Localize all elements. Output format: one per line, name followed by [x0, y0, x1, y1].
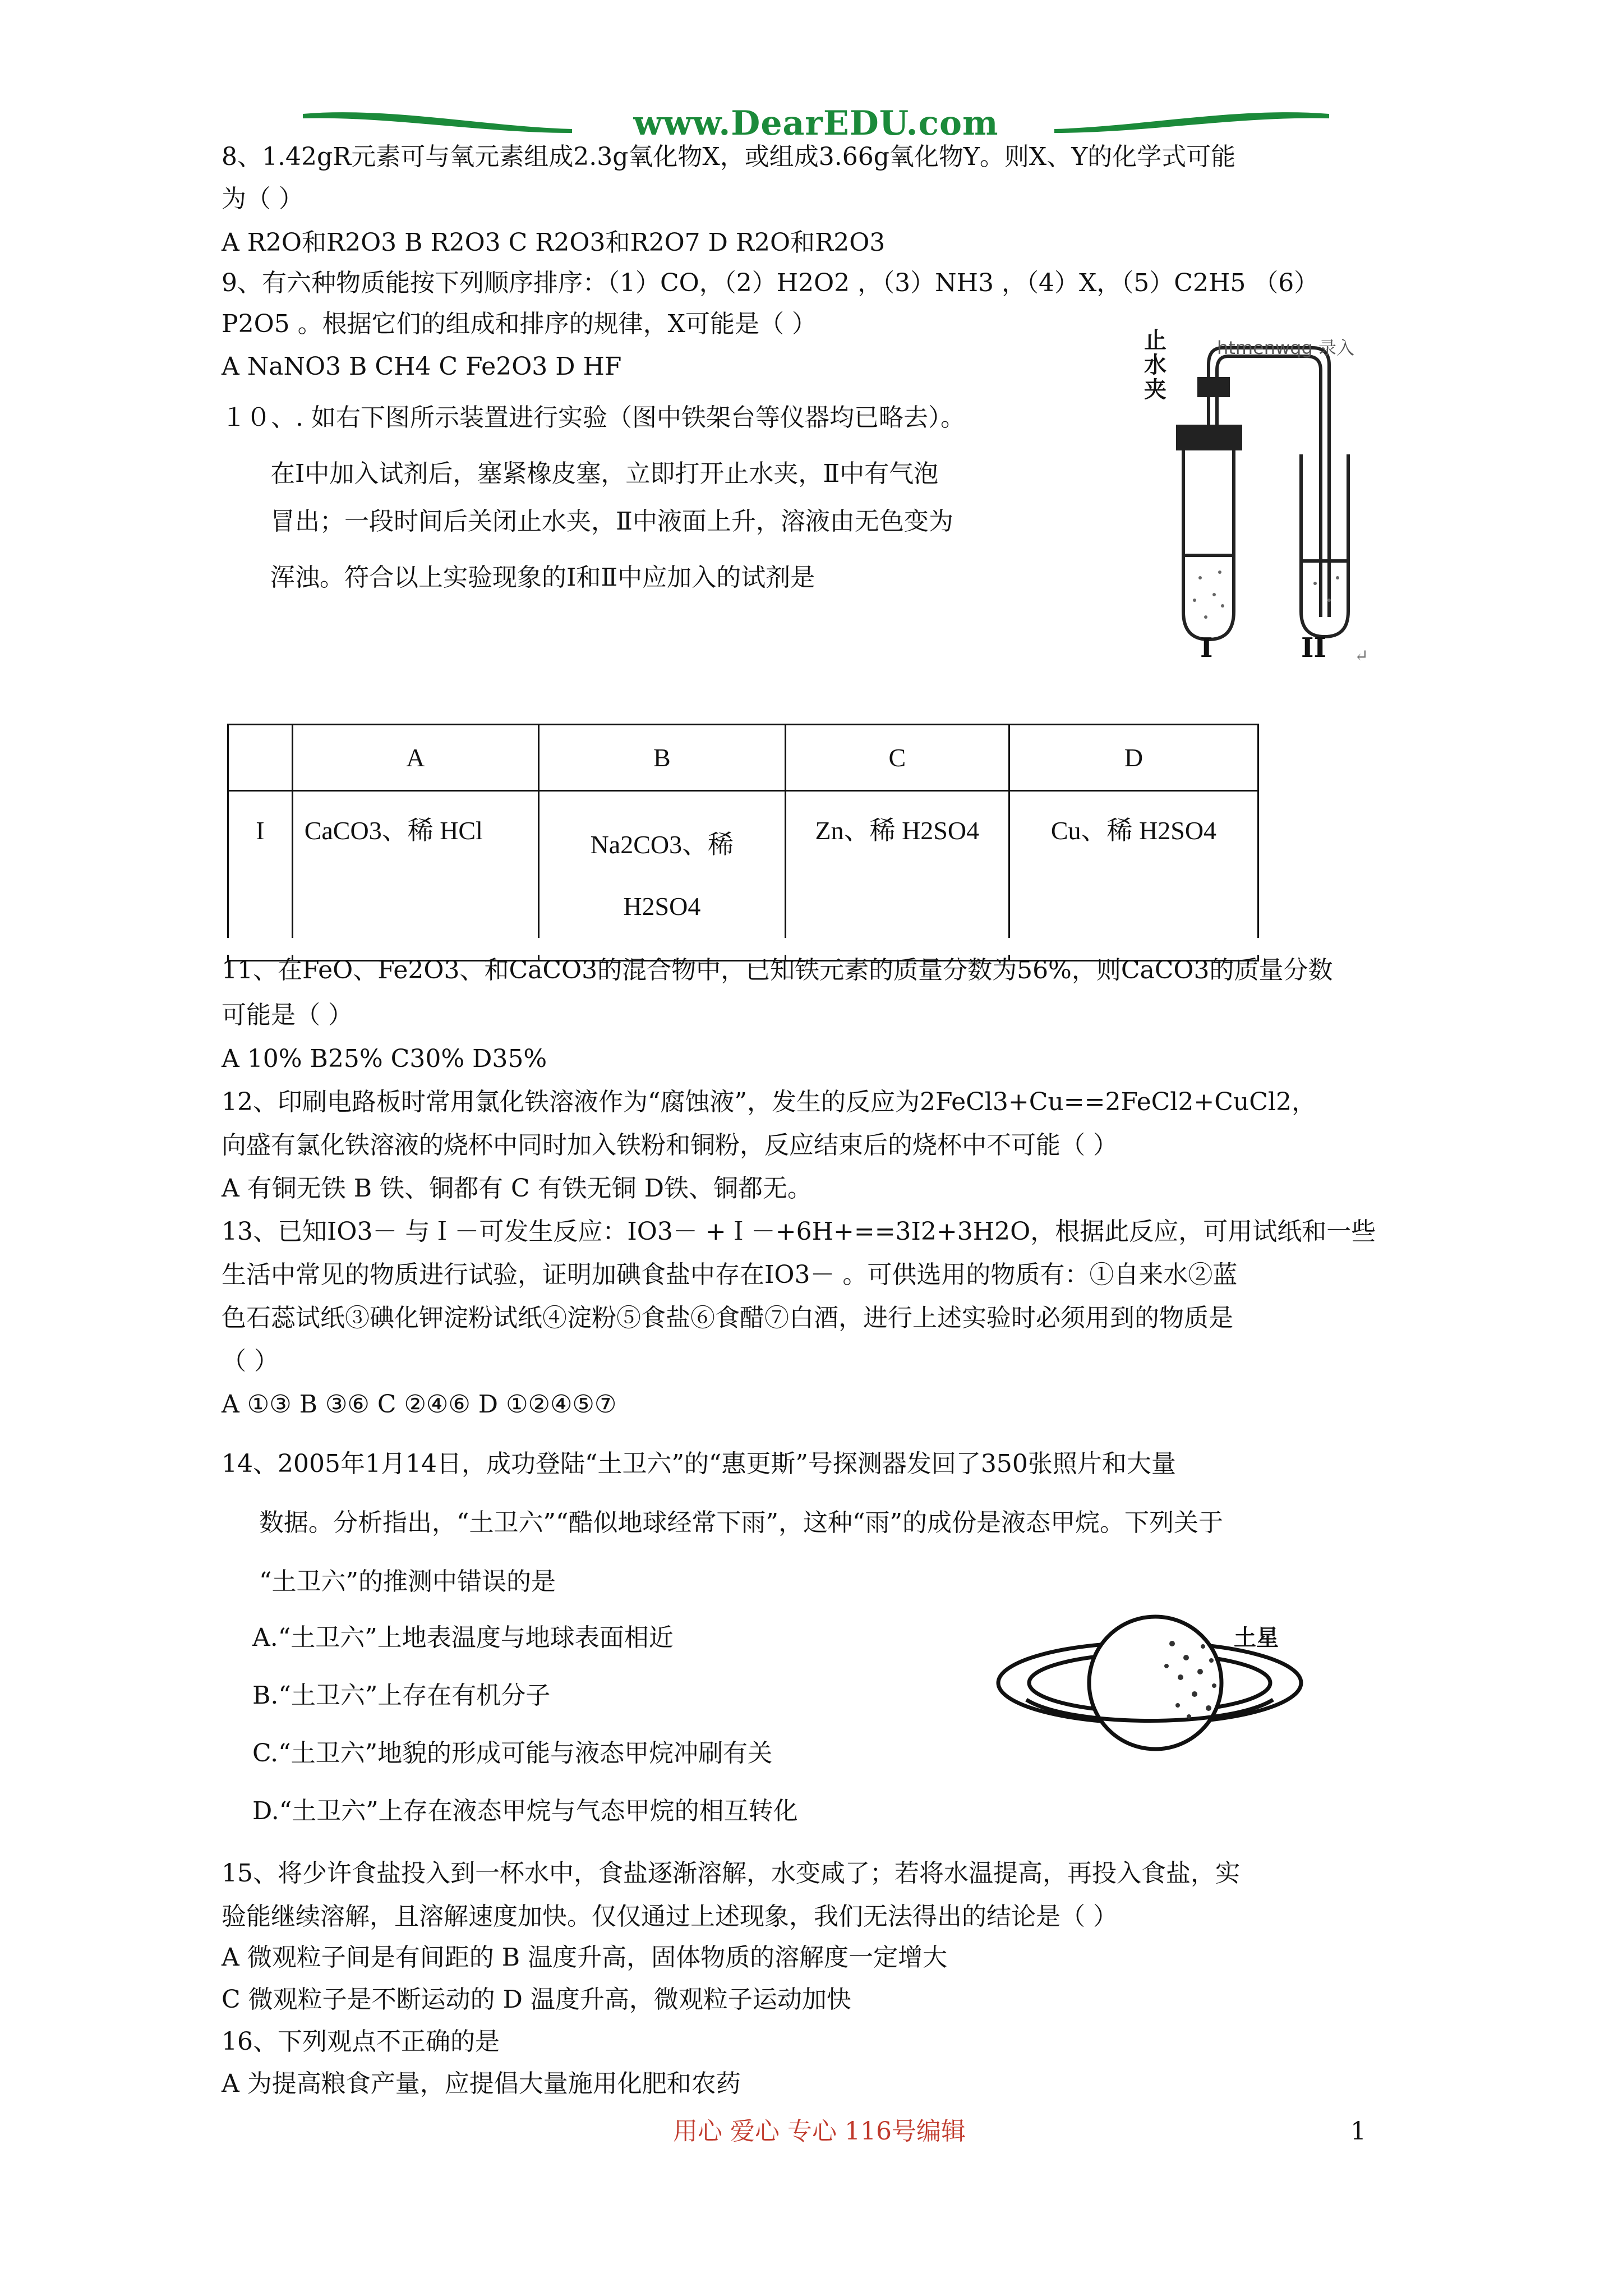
- table-header-cell: C: [785, 725, 1009, 791]
- q9-options: A NaNO3 B CH4 C Fe2O3 D HF: [222, 352, 622, 381]
- table-cell: Na2CO3、稀 H2SO4: [538, 791, 785, 961]
- q14-option-c: C.“土卫六”地貌的形成可能与液态甲烷冲刷有关: [252, 1739, 773, 1768]
- tube1-label: I: [1200, 632, 1213, 664]
- q11-line1: 11、在FeO、Fe2O3、和CaCO3的混合物中，已知铁元素的质量分数为56%，则CaCO3的质量分数: [222, 956, 1333, 984]
- table-cut-off: [224, 938, 1267, 955]
- header-swoosh-right: [1054, 104, 1329, 143]
- q9-line2: P2O5 。根据它们的组成和排序的规律，X可能是（ ）: [222, 310, 817, 338]
- table-header-cell: [228, 725, 293, 791]
- figure-watermark: htmenwqg 录入: [1217, 337, 1354, 358]
- table-header-cell: B: [538, 725, 785, 791]
- site-url[interactable]: www.DearEDU.com: [633, 104, 999, 143]
- planet-label: 土星: [1234, 1625, 1279, 1651]
- table-cell: CaCO3、稀 HCl: [292, 791, 538, 961]
- q15-options-cd: C 微观粒子是不断运动的 D 温度升高，微观粒子运动加快: [222, 1985, 851, 2014]
- q15-options-ab: A 微观粒子间是有间距的 B 温度升高，固体物质的溶解度一定增大: [222, 1943, 948, 1972]
- q14-line3: “土卫六”的推测中错误的是: [259, 1567, 556, 1596]
- table-header-row: [228, 725, 1258, 791]
- table-row-label: I: [228, 791, 293, 961]
- clamp-label: 止水夹: [1144, 328, 1166, 403]
- q12-line2: 向盛有氯化铁溶液的烧杯中同时加入铁粉和铜粉，反应结束后的烧杯中不可能（ ）: [222, 1131, 1118, 1159]
- q16-line1: 16、下列观点不正确的是: [222, 2027, 500, 2056]
- table-header-cell: D: [1009, 725, 1258, 791]
- q13-line4: （ ）: [222, 1347, 279, 1375]
- q10-line4: 浑浊。符合以上实验现象的Ⅰ和Ⅱ中应加入的试剂是: [270, 563, 815, 592]
- header-banner: [303, 104, 1329, 143]
- apparatus-figure: [1144, 325, 1391, 673]
- q11-options: A 10% B25% C30% D35%: [222, 1045, 547, 1073]
- q9-line1: 9、有六种物质能按下列顺序排序：（1）CO，（2）H2O2 ，（3）NH3 ，（4）X，（5）C2H5 （6）: [222, 269, 1319, 297]
- q14-option-d: D.“土卫六”上存在液态甲烷与气态甲烷的相互转化: [252, 1797, 798, 1825]
- table-row: [228, 791, 1258, 961]
- q16-option-a: A 为提高粮食产量，应提倡大量施用化肥和农药: [222, 2069, 741, 2098]
- tube2-label: II: [1301, 632, 1326, 664]
- q13-options: A ①③ B ③⑥ C ②④⑥ D ①②④⑤⑦: [222, 1390, 617, 1419]
- q14-option-a: A.“土卫六”上地表温度与地球表面相近: [252, 1623, 674, 1652]
- q8-line1: 8、1.42gR元素可与氧元素组成2.3g氧化物X，或组成3.66g氧化物Y。则X、Y的化学式可能: [222, 142, 1236, 171]
- q12-options: A 有铜无铁 B 铁、铜都有 C 有铁无铜 D铁、铜都无。: [222, 1174, 812, 1203]
- reagent-table: [227, 724, 1259, 961]
- q10-line3: 冒出；一段时间后关闭止水夹，Ⅱ中液面上升，溶液由无色变为: [270, 507, 953, 536]
- q14-option-b: B.“土卫六”上存在有机分子: [252, 1681, 551, 1710]
- q14-line1: 14、2005年1月14日，成功登陆“土卫六”的“惠更斯”号探测器发回了350张照片和大量: [222, 1450, 1176, 1478]
- table-cell: Cu、稀 H2SO4: [1009, 791, 1258, 961]
- q11-line2: 可能是（ ）: [222, 1001, 353, 1029]
- footer-text: 用心 爱心 专心 116号编辑: [673, 2117, 966, 2146]
- table-header-cell: A: [292, 725, 538, 791]
- table-cell: Zn、稀 H2SO4: [785, 791, 1009, 961]
- q8-options: A R2O和R2O3 B R2O3 C R2O3和R2O7 D R2O和R2O3: [222, 228, 886, 257]
- q15-line1: 15、将少许食盐投入到一杯水中，食盐逐渐溶解，水变咸了；若将水温提高，再投入食盐，实: [222, 1859, 1240, 1888]
- q12-line1: 12、印刷电路板时常用氯化铁溶液作为“腐蚀液”，发生的反应为2FeCl3+Cu==2FeCl2+CuCl2，: [222, 1088, 1316, 1116]
- q10-line2: 在Ⅰ中加入试剂后，塞紧橡皮塞，立即打开止水夹，Ⅱ中有气泡: [270, 459, 939, 488]
- page-number: 1: [1350, 2117, 1366, 2146]
- return-mark-icon: ↵: [1354, 646, 1369, 666]
- q14-line2: 数据。分析指出，“土卫六”“酷似地球经常下雨”，这种“雨”的成份是液态甲烷。下列关于: [259, 1508, 1223, 1537]
- q13-line1: 13、已知IO3－ 与Ｉ－可发生反应：IO3－ +Ｉ－+6H+==3I2+3H2O，根据此反应，可用试纸和一些: [222, 1217, 1376, 1246]
- q10-line1: １０、. 如右下图所示装置进行实验（图中铁架台等仪器均已略去）。: [222, 403, 965, 432]
- q13-line2: 生活中常见的物质进行试验，证明加碘食盐中存在IO3－ 。可供选用的物质有：①自来水②蓝: [222, 1260, 1238, 1289]
- q15-line2: 验能继续溶解，且溶解速度加快。仅仅通过上述现象，我们无法得出的结论是（ ）: [222, 1902, 1118, 1931]
- q8-line2: 为（ ）: [222, 185, 303, 213]
- q13-line3: 色石蕊试纸③碘化钾淀粉试纸④淀粉⑤食盐⑥食醋⑦白酒，进行上述实验时必须用到的物质是: [222, 1304, 1233, 1332]
